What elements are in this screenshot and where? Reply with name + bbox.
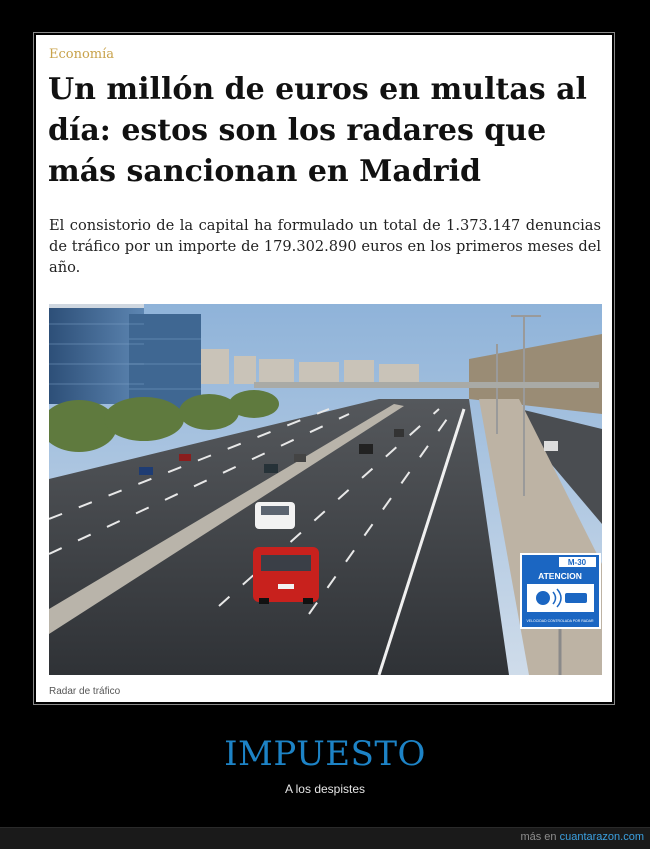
post-subtitle: A los despistes [284,782,366,796]
footer-bar [0,827,650,849]
sign-small-label: VELOCIDAD CONTROLADA POR RADAR [526,619,594,623]
article-lede: El consistorio de la capital ha formulado un total de 1.373.147 denuncias de tráfico por un importe de 179.302.890 euros en los primeros meses del año. [49,217,601,276]
red-van [253,547,319,604]
overpass [254,382,599,388]
post-frame [33,32,615,705]
radar-icon [536,591,550,605]
site-link[interactable]: cuantarazon.com [559,831,644,843]
section-label[interactable]: Economía [49,47,115,62]
sign-road-label: M-30 [567,558,587,567]
article-headline[interactable]: Un millón de euros en multas al día: estos son los radares que más sancionan en Madrid [48,72,587,189]
car-icon [565,593,587,603]
article-card [36,35,612,702]
post-title[interactable]: IMPUESTO [224,734,426,774]
white-car [255,502,295,529]
footer-credit [520,831,644,843]
footer-prefix: más en [520,831,557,843]
photo-caption: Radar de tráfico [49,686,121,697]
office-buildings [49,304,201,409]
sign-warning-label: ATENCION [538,571,582,581]
article-photo [49,304,602,675]
